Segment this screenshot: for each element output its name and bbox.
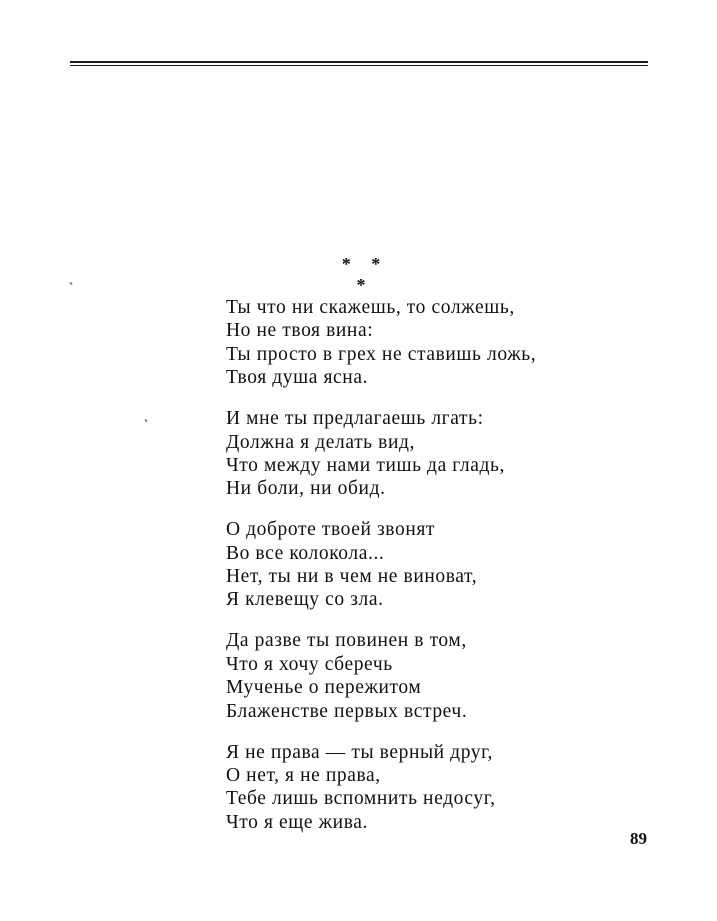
poem-line: Тебе лишь вспомнить недосуг, (226, 788, 496, 810)
stanza-3 (226, 518, 666, 612)
poem-line: Блаженстве первых встреч. (226, 700, 468, 722)
poem-line: Но не твоя вина: (226, 320, 374, 342)
poem-line: Во все колокола... (226, 542, 385, 564)
poem-line: Твоя душа ясна. (226, 367, 369, 389)
header-rule-thick (70, 61, 648, 63)
header-rule-thin (70, 65, 648, 66)
stanza-1 (226, 296, 666, 390)
poem-line: Ни боли, ни обид. (226, 478, 386, 500)
poem-body (226, 296, 666, 852)
paper-speck (69, 282, 72, 286)
poem-line: Мученье о пережитом (226, 677, 422, 699)
poem-line: Я не права — ты верный друг, (226, 741, 494, 763)
page-number: 89 (630, 829, 647, 848)
paper-speck (144, 419, 147, 423)
poem-line: Что я хочу сберечь (226, 653, 393, 675)
stanza-5 (226, 741, 666, 835)
poem-line: Что я еще жива. (226, 811, 368, 833)
poem-line: Ты просто в грех не ставишь ложь, (226, 343, 537, 365)
stanza-2 (226, 407, 666, 501)
poem-line: Нет, ты ни в чем не виноват, (226, 566, 478, 588)
poem-line: О нет, я не права, (226, 764, 381, 786)
poem-line: И мне ты предлагаешь лгать: (226, 408, 484, 430)
asterism-divider: * * * (341, 254, 389, 295)
poem-line: О доброте твоей звонят (226, 519, 436, 541)
poem-line: Должна я делать вид, (226, 431, 415, 453)
stanza-4 (226, 629, 666, 723)
poem-line: Да разве ты повинен в том, (226, 630, 467, 652)
poem-line: Что между нами тишь да гладь, (226, 454, 505, 476)
poem-line: Я клевещу со зла. (226, 589, 384, 611)
poem-line: Ты что ни скажешь, то солжешь, (226, 297, 515, 318)
